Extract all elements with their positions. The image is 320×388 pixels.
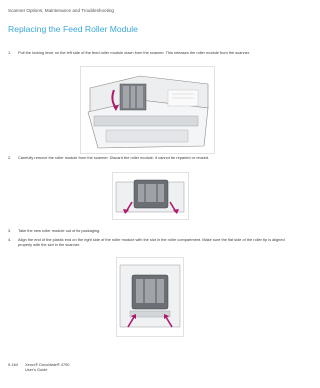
- step-number: 2.: [8, 155, 12, 160]
- step-text: Align the end of the plastic end on the right side of the roller module with the slot in the roller compartment. Make sure the flat side of the roller tip is aligned properly with the slot in the scanner.: [18, 237, 285, 247]
- step-text: Pull the locking lever on the left side of the feed roller module down from the scanner. This releases the roller module from the scanner.: [18, 50, 250, 55]
- step-text: Take the new roller module out of its packaging.: [18, 228, 101, 233]
- step-4: [8, 237, 286, 247]
- step-3: [8, 228, 286, 233]
- product-name: Xerox® DocuMate® 4790: [25, 362, 70, 367]
- step-number: 1.: [8, 50, 12, 55]
- running-header: Scanner Options, Maintenance and Troubleshooting: [8, 8, 114, 13]
- step-2: [8, 155, 286, 160]
- footer-doc-info: [25, 362, 69, 372]
- step-number: 4.: [8, 237, 12, 242]
- section-title: Replacing the Feed Roller Module: [8, 24, 138, 34]
- step-1: [8, 50, 286, 55]
- guide-name: User's Guide: [25, 367, 48, 372]
- scanner-lever-illustration: [80, 66, 215, 154]
- step-text: Carefully remove the roller module from the scanner. Discard the roller module, it cannot be repaired or reused.: [18, 155, 210, 160]
- step-number: 3.: [8, 228, 12, 233]
- page-footer: [8, 362, 69, 372]
- remove-roller-illustration: [112, 172, 189, 220]
- page-number: 9-164: [8, 362, 18, 367]
- install-roller-illustration: [116, 257, 184, 337]
